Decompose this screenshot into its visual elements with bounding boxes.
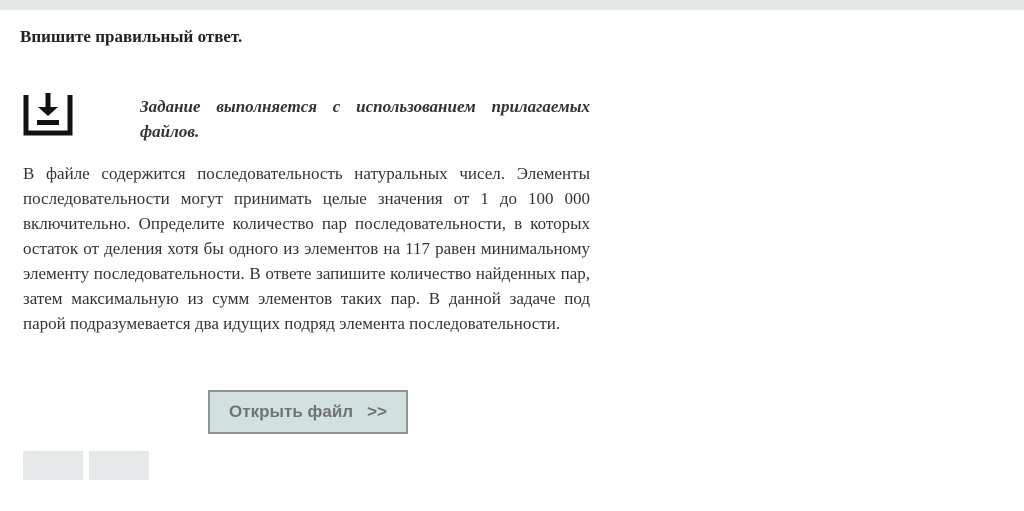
- attachment-note: Задание выполняется с использованием прилагаемых файлов.: [140, 97, 590, 141]
- open-file-label: Открыть файл: [229, 402, 354, 421]
- open-file-button[interactable]: [208, 390, 408, 434]
- top-bar: [0, 0, 1024, 10]
- open-file-arrows: >>: [367, 402, 387, 421]
- task-instruction: Впишите правильный ответ.: [20, 27, 243, 46]
- answer-button-2[interactable]: [89, 451, 149, 480]
- task-text: В файле содержится последовательность натуральных чисел. Элементы последовательности могут принимать целые значения от 1 до 100 000 включительно. Определите количество пар последовательности, в которых остаток от деления хотя бы одного из элементов на 117 равен минимальному элементу последовательности. В ответе запишите количество найденных пар, затем максимальную из сумм элементов таких пар. В данной задаче под парой подразумевается два идущих подряд элемента последовательности.: [23, 164, 590, 333]
- answer-button-1[interactable]: [23, 451, 83, 480]
- download-icon[interactable]: [23, 92, 73, 136]
